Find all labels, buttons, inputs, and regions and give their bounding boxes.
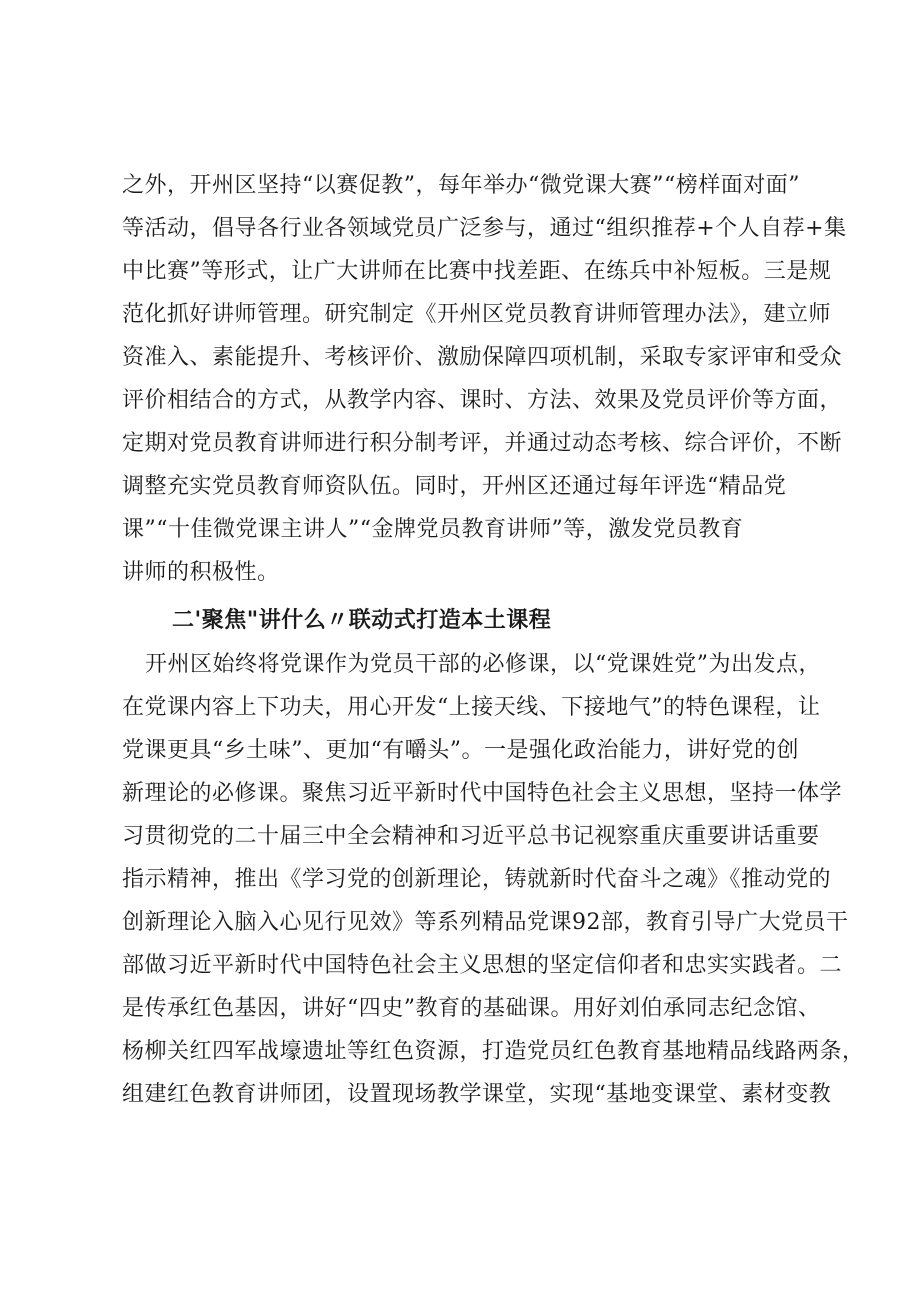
paragraph-line: 之外，开州区坚持“以赛促教”，每年举办“微党课大赛”“榜样面对面” xyxy=(122,173,800,198)
paragraph-line: 定期对党员教育讲师进行积分制考评，并通过动态考核、综合评价，不断 xyxy=(122,431,843,456)
paragraph-line: 中比赛”等形式，让广大讲师在比赛中找差距、在练兵中补短板。三是规 xyxy=(122,259,832,284)
paragraph-line: 习贯彻党的二十届三中全会精神和习近平总书记视察重庆重要讲话重要 xyxy=(122,824,820,849)
paragraph-line: 新理论的必修课。聚焦习近平新时代中国特色社会主义思想，坚持一体学 xyxy=(122,781,843,806)
paragraph-line: 是传承红色基因，讲好“四史”教育的基础课。用好刘伯承同志纪念馆、 xyxy=(122,996,821,1021)
paragraph-line: 在党课内容上下功夫，用心开发“上接天线、下接地气”的特色课程，让 xyxy=(122,695,821,720)
paragraph-line: 课”“十佳微党课主讲人”“金牌党员教育讲师”等，激发党员教育 xyxy=(122,517,744,542)
paragraph-line: 开州区始终将党课作为党员干部的必修课，以“党课姓党”为出发点， xyxy=(145,652,821,677)
paragraph-line: 等活动，倡导各行业各领域党员广泛参与，通过“组织推荐+个人自荐+集 xyxy=(122,216,847,241)
paragraph-line: 指示精神，推出《学习党的创新理论，铸就新时代奋斗之魂》《推动党的 xyxy=(122,867,832,892)
paragraph-line: 讲师的积极性。 xyxy=(122,560,280,585)
paragraph-line: 党课更具“乡土味”、更加“有嚼头”。一是强化政治能力，讲好党的创 xyxy=(122,738,799,763)
paragraph-line: 资准入、素能提升、考核评价、激励保障四项机制，采取专家评审和受众 xyxy=(122,345,843,370)
paragraph-line: 组建红色教育讲师团，设置现场教学课堂，实现“基地变课堂、素材变教 xyxy=(122,1082,832,1107)
paragraph-line: 评价相结合的方式，从教学内容、课时、方法、效果及党员评价等方面， xyxy=(122,388,843,413)
section-heading: 二'聚焦"讲什么〃联动式打造本土课程 xyxy=(172,608,552,633)
paragraph-line: 杨柳关红四军战壕遗址等红色资源，打造党员红色教育基地精品线路两条， xyxy=(122,1039,865,1064)
paragraph-line: 范化抓好讲师管理。研究制定《开州区党员教育讲师管理办法》，建立师 xyxy=(122,302,832,327)
paragraph-line: 创新理论入脑入心见行见效》等系列精品党课92部，教育引导广大党员干 xyxy=(122,910,849,935)
paragraph-line: 部做习近平新时代中国特色社会主义思想的坚定信仰者和忠实实践者。二 xyxy=(122,953,843,978)
paragraph-line: 调整充实党员教育师资队伍。同时，开州区还通过每年评选“精品党 xyxy=(122,474,787,499)
